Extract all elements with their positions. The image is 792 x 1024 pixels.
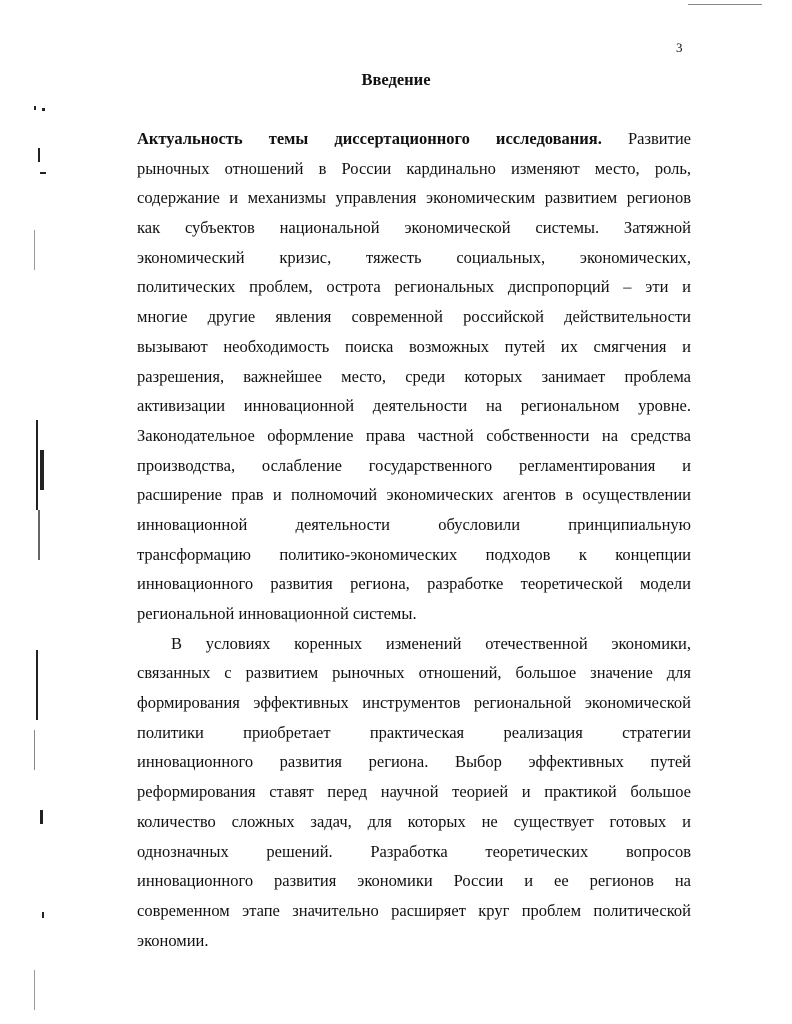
text-line: экономический кризис, тяжесть социальных, экономических,	[137, 247, 691, 267]
page-number: 3	[676, 40, 683, 55]
page-title: Введение	[361, 70, 431, 89]
text-line: Актуальность темы диссертационного исследования. Развитие	[137, 129, 692, 148]
text-line: расширение прав и полномочий экономических агентов в осуществлении	[137, 485, 691, 505]
text-line: разрешения, важнейшее место, среди которых занимает проблема	[137, 366, 691, 386]
scan-bar	[40, 450, 44, 490]
text-line: формирования эффективных инструментов региональной экономической	[137, 693, 691, 713]
text-line: трансформацию политико-экономических подходов к концепции	[137, 544, 691, 564]
text-line: В условиях коренных изменений отечественной экономики,	[171, 633, 691, 653]
text-line: связанных с развитием рыночных отношений, большое значение для	[137, 663, 691, 683]
text-line: реформирования ставят перед научной теорией и практикой большое	[137, 782, 691, 802]
scan-bar	[36, 650, 38, 720]
scan-speck	[42, 108, 45, 111]
text-line: политических проблем, острота региональных диспропорций – эти и	[137, 277, 691, 297]
text-line: рыночных отношений в России кардинально изменяют место, роль,	[137, 158, 691, 178]
scan-line	[34, 230, 35, 270]
scan-bar	[36, 420, 38, 510]
text-line: экономии.	[137, 930, 209, 950]
scan-speck	[40, 810, 43, 824]
text-line: инновационного развития экономики России и ее регионов на	[137, 871, 691, 891]
text-line: многие другие явления современной российской действительности	[137, 307, 691, 327]
text-line: как субъектов национальной экономической системы. Затяжной	[137, 218, 691, 238]
text-line: инновационного развития региона, разработке теоретической модели	[137, 574, 691, 594]
scan-speck	[34, 106, 36, 110]
scan-bar	[38, 510, 40, 560]
scan-line	[34, 970, 35, 1010]
text-line: однозначных решений. Разработка теоретических вопросов	[137, 841, 691, 861]
text-line: содержание и механизмы управления экономическим развитием регионов	[137, 188, 691, 208]
text-line: вызывают необходимость поиска возможных путей их смягчения и	[137, 336, 691, 356]
text-line: Законодательное оформление права частной собственности на средства	[137, 425, 691, 445]
scan-speck	[40, 172, 46, 174]
scan-top-rule	[688, 4, 762, 5]
text-line: инновационной деятельности обусловили принципиальную	[137, 514, 691, 534]
text-line: политики приобретает практическая реализация стратегии	[137, 722, 691, 742]
document-body	[137, 124, 691, 955]
text-line: производства, ослабление государственного регламентирования и	[137, 455, 691, 475]
text-line: современном этапе значительно расширяет круг проблем политической	[137, 900, 691, 920]
text-line: инновационного развития региона. Выбор эффективных путей	[137, 752, 691, 772]
scan-speck	[38, 148, 40, 162]
text-line: региональной инновационной системы.	[137, 604, 417, 623]
scan-speck	[42, 912, 44, 918]
text-line: количество сложных задач, для которых не существует готовых и	[137, 811, 691, 831]
scan-line	[34, 730, 35, 770]
scan-margin-artifacts	[30, 90, 50, 1010]
text-line: активизации инновационной деятельности на региональном уровне.	[137, 396, 691, 416]
section-lead: Актуальность темы диссертационного исследования.	[137, 129, 602, 148]
